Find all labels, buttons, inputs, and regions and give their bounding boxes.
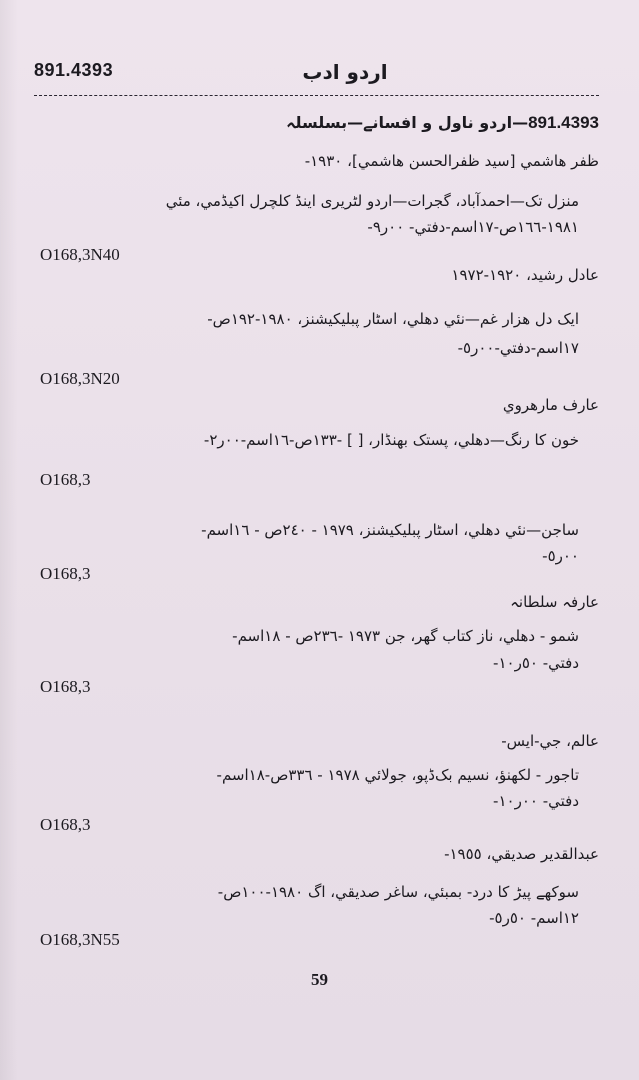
entry-author: عالم، جي-ايس- bbox=[501, 732, 599, 750]
entry-author: عبدالقدير صديقي، ١٩٥٥- bbox=[444, 845, 599, 863]
call-number: O168,3N40 bbox=[40, 245, 120, 264]
entry-line: شمو - دهلي، ناز کتاب گهر، جن ١٩٧٣ -٢٣٦ص - ١٨اسم- bbox=[232, 627, 579, 645]
entry-line: ٠٠ر٥- bbox=[542, 547, 579, 565]
header-divider bbox=[34, 95, 599, 96]
entry-line: سوکهے پیڑ کا درد- بمبئي، ساغر صديقي، اگ ١٩٨٠-١٠٠ص- bbox=[217, 883, 579, 901]
entry-line: ١٧اسم-دفتي-٠٠ر٥- bbox=[457, 339, 579, 357]
entry-line: دفتي- ٥٠ر١٠- bbox=[493, 654, 579, 672]
call-number: O168,3N55 bbox=[40, 930, 120, 949]
entry-line: ١٢اسم- ٥٠ر٥- bbox=[489, 909, 579, 927]
entry-author: عارف مارهروي bbox=[502, 396, 599, 414]
entry-line: دفتي- ٠٠ر١٠- bbox=[493, 792, 579, 810]
header-class-number: 891.4393 bbox=[34, 60, 114, 80]
call-number: O168,3 bbox=[40, 815, 91, 834]
entry-line: ١٩٨١-١٦٦ص-١٧اسم-دفتي- ٠٠ر٩- bbox=[367, 218, 579, 236]
call-number: O168,3 bbox=[40, 677, 91, 696]
entry-line: خون کا رنگ—دهلي، پستک بهنڈار، [ ] -١٣٣ص-١٦اسم-٠٠ر٢- bbox=[203, 431, 579, 449]
call-number: O168,3 bbox=[40, 470, 91, 489]
call-number: O168,3 bbox=[40, 564, 91, 583]
entry-line: ایک دل هزار غم—نئي دهلي، اسٹار پبليکيشنز، ١٩٨٠-١٩٢ص- bbox=[207, 310, 579, 328]
entry-author: ظفر هاشمي [سيد ظفرالحسن هاشمي]، ١٩٣٠- bbox=[304, 152, 599, 170]
entry-author: عارفہ سلطانہ bbox=[510, 593, 599, 611]
subject-heading-text: —اردو ناول و افسانے—بسلسلہ bbox=[286, 113, 529, 132]
entry-author: عادل رشيد، ١٩٢٠-١٩٧٢ bbox=[451, 266, 599, 284]
subject-heading bbox=[286, 110, 599, 136]
entry-line: منزل تک—احمدآباد، گجرات—اردو لٹریری اینڈ کلچرل اکیڈمي، مئي bbox=[165, 192, 579, 210]
entry-line: تاجور - لکهنؤ، نسيم بک‌ڈپو، جولائي ١٩٧٨ - ٣٣٦ص-١٨اسم- bbox=[216, 766, 579, 784]
header-title: اردو ادب bbox=[302, 60, 388, 84]
subject-heading-number: 891.4393 bbox=[528, 113, 599, 132]
entry-line: ساجن—نئي دهلي، اسٹار پبليکيشنز، ١٩٧٩ - ٢٤٠ص - ١٦اسم- bbox=[201, 521, 579, 539]
page-number: 59 bbox=[311, 970, 328, 989]
call-number: O168,3N20 bbox=[40, 369, 120, 388]
